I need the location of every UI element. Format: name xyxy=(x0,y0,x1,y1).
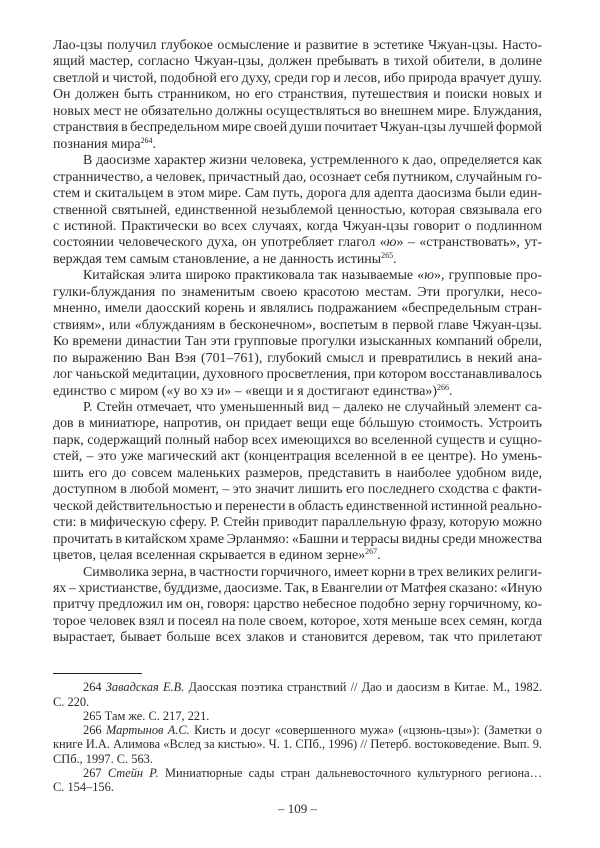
text-line xyxy=(53,433,542,449)
text-line-content: гулки-блуждания по знаменитым своею красотою местам. Эти прогулки, несо- xyxy=(53,284,542,300)
italic-text: Мартынов А.С. xyxy=(105,723,190,738)
text-line-content: книге И.А. Алимова «Вслед за кистью». Ч. 1. СПб., 1996) // Петерб. востоковедение. Вып. 9. xyxy=(53,737,542,752)
text-line-content: парк, содержащий полный набор всех имеющихся во вселенной существ и сущно- xyxy=(53,432,542,448)
text-line-content: стей, – это уже магический акт (концентрация вселенной в ее центре). Но умень- xyxy=(53,449,542,465)
text-line xyxy=(53,515,542,531)
text-line xyxy=(53,252,542,268)
text-line-content: ствиям», или «блужданиям в бесконечном», воспетым в первой главе Чжуан-цзы. xyxy=(53,317,542,333)
text-segment: 266 xyxy=(83,723,106,738)
text-line-content: вырастает, бывает больше всех злаков и становится деревом, так что прилетают xyxy=(53,630,542,646)
paragraph xyxy=(53,268,542,400)
paragraph xyxy=(53,400,542,565)
text-line-content: дов в миниатюре, напротив, он придает вещи еще бóльшую стоимость. Устроить xyxy=(53,416,542,432)
text-line-content: Лао-цзы получил глубокое осмысление и развитие в эстетике Чжуан-цзы. Насто- xyxy=(53,38,542,53)
text-line-content: стем и скитальцем в этом мире. Сам путь, дорога для адепта даосизма были един- xyxy=(53,186,542,202)
text-segment: . xyxy=(152,136,157,152)
text-line xyxy=(53,71,542,87)
text-line xyxy=(53,186,542,202)
text-line xyxy=(53,723,542,737)
footnote xyxy=(53,766,542,795)
text-line-content xyxy=(53,235,542,250)
text-line xyxy=(53,752,542,766)
text-line-content: странствия в беспредельном мире своей души почитает Чжуан-цзы лучшей формой xyxy=(53,120,542,136)
text-line xyxy=(53,695,542,709)
text-line-content: торое человек взял и посеял на поле своем, которое, хотя меньше всех семян, когда xyxy=(53,613,542,629)
text-line-content: Р. Стейн отмечает, что уменьшенный вид – далеко не случайный элемент са- xyxy=(83,399,542,415)
italic-text: ю xyxy=(424,268,434,284)
text-segment: цветов, целая вселенная скрывается в едином зерне» xyxy=(53,548,366,564)
text-segment: . xyxy=(393,251,397,267)
text-line-content: ческой действительностью и перенести в область единственной истинной реально- xyxy=(53,498,542,514)
text-line-content: мненно, имели даосский корень и являлись подражанием «беспредельным стран- xyxy=(53,301,542,317)
text-line-content: шить его до совсем маленьких размеров, представить в наиболее удобном виде, xyxy=(53,465,542,481)
text-segment: Миниатюрные сады стран дальневосточного культурного региона… xyxy=(158,766,542,781)
paragraph xyxy=(53,565,542,647)
text-line xyxy=(53,614,542,630)
footnotes xyxy=(53,680,542,794)
text-line xyxy=(53,104,542,120)
text-line xyxy=(53,630,542,646)
text-line xyxy=(53,466,542,482)
paragraph xyxy=(53,153,542,268)
text-line xyxy=(53,54,542,70)
text-line xyxy=(53,581,542,597)
text-line xyxy=(53,709,542,723)
italic-text: Завадская Е.В. xyxy=(105,680,185,695)
text-segment: верждая тем самым становление, а не данность истины xyxy=(53,251,382,267)
text-line xyxy=(53,301,542,317)
text-line-content: с истиной. Практически во всех случаях, когда Чжуан-цзы говорит о подлинном xyxy=(53,218,542,234)
text-line xyxy=(53,285,542,301)
text-line xyxy=(53,680,542,694)
text-line xyxy=(53,87,542,103)
page-number: – 109 – xyxy=(278,800,317,816)
text-segment: Китайская элита широко практиковала так называемые « xyxy=(83,268,425,284)
text-line xyxy=(53,137,542,153)
text-line-content xyxy=(53,384,452,399)
footnote xyxy=(53,680,542,709)
text-line-content xyxy=(83,766,542,780)
text-line-content xyxy=(83,723,542,737)
text-line-content xyxy=(53,252,397,267)
text-line xyxy=(53,170,542,186)
footnote-ref[interactable]: 266 xyxy=(436,382,449,392)
text-segment: единство с миром («у во хэ и» – «вещи и я достигают единства») xyxy=(53,383,437,399)
text-line xyxy=(53,400,542,416)
text-line xyxy=(53,482,542,498)
text-line xyxy=(53,38,542,54)
text-segment: познания мира xyxy=(53,136,141,152)
text-segment: Кисть и досуг «совершенного мужа» («цзюнь-цзы»): (Заметки о xyxy=(189,723,542,738)
text-line-content: новых мест не обязательно должны осуществляться во внешнем мире. Блуждания, xyxy=(53,103,542,119)
text-line xyxy=(53,449,542,465)
text-line xyxy=(53,268,542,284)
text-line xyxy=(53,153,542,169)
body-text xyxy=(53,38,542,647)
footnote-ref[interactable]: 265 xyxy=(381,250,394,260)
text-line xyxy=(53,318,542,334)
text-line-content: С. 220. xyxy=(53,694,90,709)
text-segment: » – «странствовать», ут- xyxy=(396,235,542,251)
text-line xyxy=(53,384,542,400)
text-line xyxy=(53,565,542,581)
text-line xyxy=(53,499,542,515)
text-line-content: странничество, а человек, причастный дао, осознает себя путником, случайным го- xyxy=(53,169,542,185)
text-line xyxy=(53,548,542,564)
text-line-content: лог чаньской медитации, духовного просветления, при котором восстанавливалось xyxy=(53,367,543,383)
text-line-content: доступном в любой момент, – это значит лишить его последнего сходства с факти- xyxy=(53,482,542,498)
text-line xyxy=(53,416,542,432)
footnote-ref[interactable]: 264 xyxy=(140,135,153,145)
text-line xyxy=(53,334,542,350)
text-line-content: притчу предложил им он, говоря: царство небесное подобно зерну горчичному, ко- xyxy=(53,597,542,613)
text-segment: . xyxy=(448,383,453,399)
text-line-content: СПб., 1997. С. 563. xyxy=(53,751,153,766)
text-line-content: сти: в мифическую сферу. Р. Стейн приводит параллельную фразу, которую можно xyxy=(53,515,542,531)
text-line-content xyxy=(83,680,542,694)
text-line-content: ях – христианстве, буддизме, даосизме. Так, в Евангелии от Матфея сказано: «Иную xyxy=(53,580,542,596)
footnote-separator xyxy=(53,673,142,675)
text-segment: Даосская поэтика странствий // Дао и даосизм в Китае. М., 1982. xyxy=(184,680,542,695)
text-line-content: прочитать в китайском храме Эрланмяо: «Башни и террасы видны среди множества xyxy=(53,531,542,547)
text-segment: », групповые про- xyxy=(434,268,542,284)
italic-text: ю xyxy=(386,235,397,251)
text-line xyxy=(53,766,542,780)
paragraph xyxy=(53,38,542,153)
text-line-content xyxy=(53,548,381,563)
text-line xyxy=(53,780,542,794)
text-line xyxy=(53,351,542,367)
text-segment: . xyxy=(377,548,381,564)
text-line-content: ящий мастер, согласно Чжуан-цзы, должен пребывать в тихой обители, в долине xyxy=(53,54,542,70)
text-line-content: Ко времени династии Тан эти групповые прогулки изысканных компаний обрели, xyxy=(53,334,542,350)
text-line-content: Символика зерна, в частности горчичного, имеет корни в трех великих религи- xyxy=(83,564,542,580)
text-line-content: ственной святыней, единственной незыблемой ценностью, которая связывала его xyxy=(53,202,542,218)
text-line xyxy=(53,219,542,235)
page-content xyxy=(53,38,542,817)
text-line xyxy=(53,120,542,136)
text-line xyxy=(53,203,542,219)
text-line xyxy=(53,737,542,751)
text-line-content: С. 154–156. xyxy=(53,780,114,795)
text-line xyxy=(53,367,542,383)
text-line-content xyxy=(83,268,542,283)
text-line xyxy=(53,597,542,613)
text-line xyxy=(53,235,542,251)
footnote xyxy=(53,723,542,766)
text-segment: состоянии человеческого духа, он употребляет глагол « xyxy=(53,235,387,251)
footnote xyxy=(53,709,542,723)
italic-text: Стейн Р. xyxy=(107,766,159,781)
text-line-content: 265 Там же. С. 217, 221. xyxy=(83,708,210,723)
text-line-content: Он должен быть странником, но его странствия, путешествия и поиски новых и xyxy=(53,87,542,103)
text-line-content: светлой и чистой, подобной его духу, среди гор и лесов, ибо природа врачует душу. xyxy=(53,70,542,86)
text-line-content xyxy=(53,137,156,152)
text-line-content: В даосизме характер жизни человека, устремленного к дао, определяется как xyxy=(83,153,542,169)
text-line xyxy=(53,532,542,548)
footnote-ref[interactable]: 267 xyxy=(365,547,378,557)
text-segment: 267 xyxy=(83,766,108,781)
text-line-content: по выражению Ван Вэя (701–761), глубокий смысл и превратились в некий ана- xyxy=(53,350,542,366)
text-segment: 264 xyxy=(83,680,106,695)
